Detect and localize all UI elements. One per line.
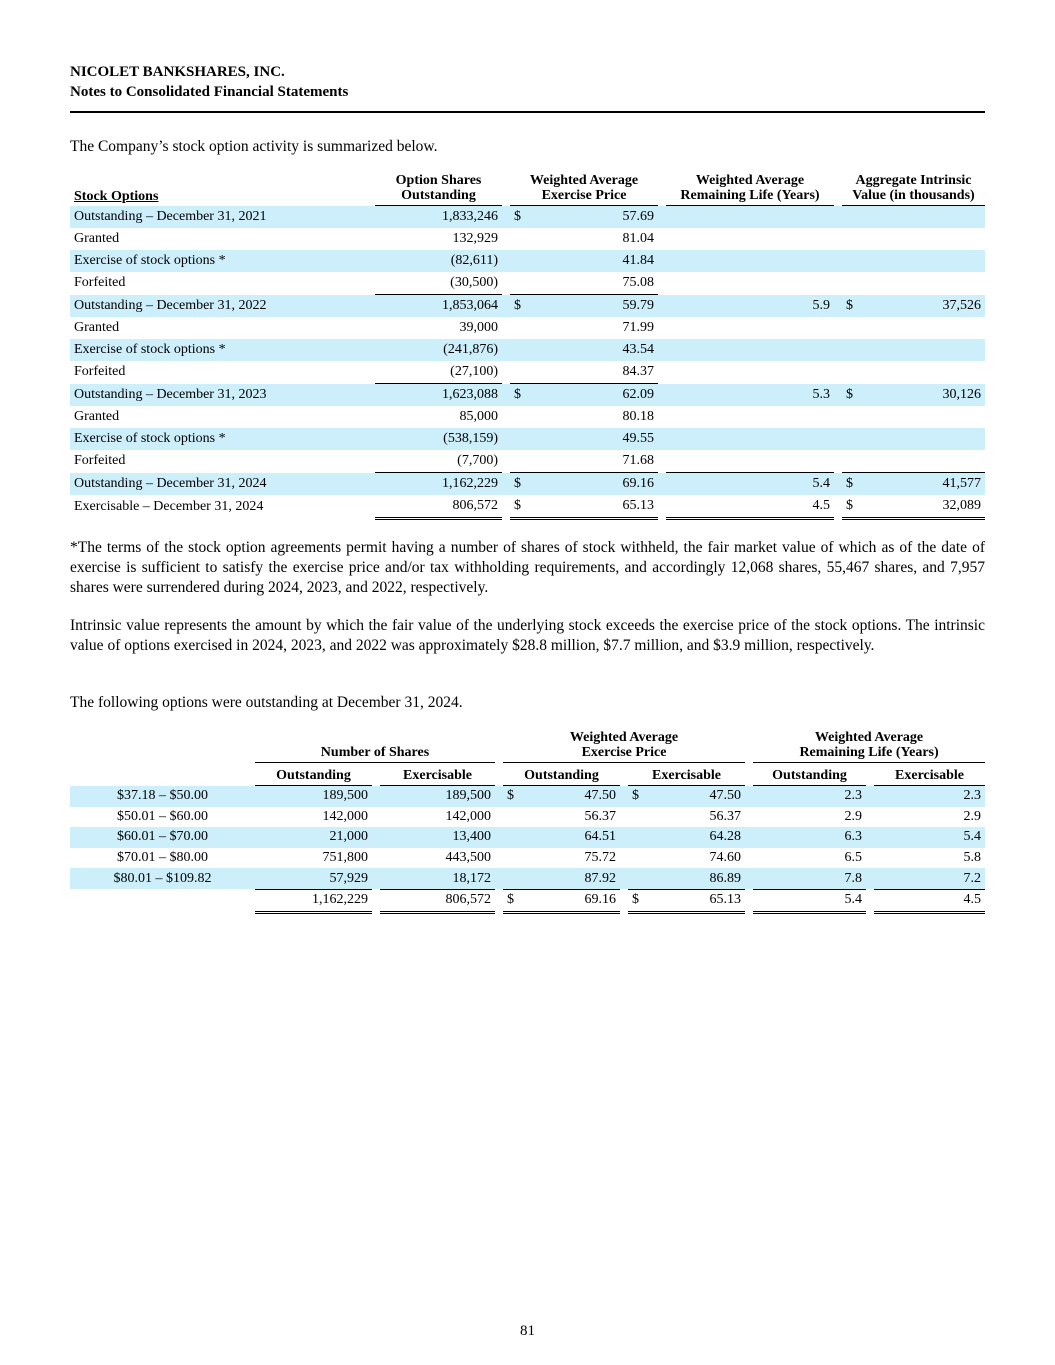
exercise-price [510, 228, 658, 250]
shares-outstanding: 751,800 [322, 850, 368, 866]
dollar-sign: $ [514, 298, 521, 313]
number-of-shares-header: Number of Shares [255, 730, 495, 763]
outstanding-intro: The following options were outstanding at December 31, 2024. [70, 694, 463, 711]
option-shares: 1,833,246 [375, 206, 502, 229]
row-label: Granted [74, 409, 120, 424]
life-outstanding: 6.3 [753, 827, 866, 848]
activity-row [70, 317, 985, 339]
row-label: Forfeited [74, 453, 126, 469]
price-outstanding [503, 848, 620, 869]
price-outstanding-header: Outstanding [503, 763, 620, 786]
exercise-price [510, 473, 658, 496]
intrinsic-value [842, 361, 985, 384]
shares-exercisable: 189,500 [380, 786, 495, 807]
shares-exercisable: 18,172 [380, 868, 495, 889]
row-label: Outstanding – December 31, 2023 [70, 384, 375, 407]
activity-row [70, 339, 985, 361]
cell-value: 81.04 [622, 231, 654, 246]
exercise-price [510, 450, 658, 473]
price-range: $37.18 – $50.00 [70, 786, 255, 807]
exercise-price-group-header: Weighted Average Exercise Price [503, 730, 745, 763]
cell-value: 74.60 [709, 850, 742, 866]
remaining-life [666, 428, 834, 450]
cell-value: 64.28 [709, 829, 742, 845]
range-row [70, 868, 985, 889]
exercise-price [510, 406, 658, 428]
intrinsic-value [842, 272, 985, 295]
price-outstanding [503, 786, 620, 807]
life-outstanding: 7.8 [753, 868, 866, 889]
price-outstanding [503, 868, 620, 889]
intrinsic-value [842, 339, 985, 361]
cell-value: 65.13 [709, 892, 742, 908]
life-exercisable: 4.5 [874, 889, 985, 912]
stock-option-activity-table [70, 173, 985, 520]
dollar-sign: $ [514, 209, 521, 224]
option-shares: 1,623,088 [375, 384, 502, 407]
remaining-life [666, 339, 834, 361]
cell-value: 69.16 [584, 892, 616, 908]
cell-value: 47.50 [584, 788, 616, 804]
remaining-life [666, 361, 834, 384]
exercise-price [510, 495, 658, 519]
life-header: Weighted Average Remaining Life (Years) [666, 173, 834, 206]
price-range: $60.01 – $70.00 [70, 827, 255, 848]
activity-row [70, 295, 985, 318]
dollar-sign: $ [507, 892, 514, 908]
life-exercisable: 5.8 [963, 850, 982, 866]
row-label: Exercise of stock options * [70, 339, 375, 361]
intrinsic-value [842, 450, 985, 473]
remaining-life-group-header: Weighted Average Remaining Life (Years) [753, 730, 985, 763]
range-sub-header-row [70, 763, 985, 786]
life-outstanding: 2.3 [753, 786, 866, 807]
row-label: Forfeited [74, 275, 126, 291]
cell-value: 49.55 [622, 431, 654, 446]
price-exercisable [628, 807, 745, 828]
shares-outstanding: 57,929 [255, 868, 372, 889]
cell-value: 80.18 [622, 409, 654, 424]
cell-value: 71.68 [622, 453, 654, 468]
price-range: $50.01 – $60.00 [117, 808, 208, 824]
option-shares: (30,500) [375, 272, 502, 295]
intrinsic-value [842, 406, 985, 428]
cell-value: 32,089 [942, 498, 981, 513]
activity-row [70, 495, 985, 519]
intrinsic-value-paragraph: Intrinsic value represents the amount by which the fair value of the underlying stock exceeds the exercise price of the stock options. The intrinsic value of options exercised in 2024, 2023, and 2022 was approximately $28.8 million, $7.7 million, and $3.9 million, respectively. [70, 617, 985, 654]
life-exercisable: 7.2 [874, 868, 985, 889]
row-label: Forfeited [74, 364, 126, 380]
row-label: Outstanding – December 31, 2024 [70, 473, 375, 496]
cell-value: 75.08 [622, 275, 654, 290]
life-exercisable-header: Exercisable [874, 763, 985, 786]
price-header: Weighted Average Exercise Price [510, 173, 658, 206]
price-outstanding [503, 807, 620, 828]
remaining-life [666, 272, 834, 295]
row-label: Granted [74, 231, 120, 246]
cell-value: 30,126 [942, 386, 981, 402]
activity-row [70, 428, 985, 450]
range-group-header-row [70, 730, 985, 763]
remaining-life [666, 250, 834, 272]
cell-value: 43.54 [622, 342, 654, 357]
dollar-sign: $ [846, 476, 853, 491]
options-outstanding-table [70, 730, 985, 914]
row-label: Exercise of stock options * [70, 250, 375, 272]
activity-row [70, 406, 985, 428]
activity-row [70, 473, 985, 496]
page-number: 81 [520, 1323, 535, 1339]
remaining-life: 5.3 [666, 384, 834, 407]
cell-value: 57.69 [622, 209, 654, 224]
exercise-price [510, 384, 658, 407]
life-outstanding: 6.5 [844, 850, 863, 866]
remaining-life: 4.5 [666, 495, 834, 519]
cell-value: 47.50 [709, 788, 742, 804]
exercise-price [510, 317, 658, 339]
cell-value: 71.99 [622, 320, 654, 335]
range-row [70, 848, 985, 869]
shares-exercisable: 806,572 [380, 889, 495, 912]
exercise-price [510, 272, 658, 295]
option-shares: 1,853,064 [375, 295, 502, 318]
company-name: NICOLET BANKSHARES, INC. [70, 64, 285, 80]
exercise-price [510, 250, 658, 272]
dollar-sign: $ [514, 387, 521, 402]
intrinsic-value [842, 295, 985, 318]
exercise-price [510, 339, 658, 361]
shares-outstanding: 1,162,229 [255, 889, 372, 912]
shares-exercisable: 142,000 [445, 808, 491, 824]
option-shares: 39,000 [459, 320, 498, 335]
price-range [70, 889, 255, 912]
cell-value: 56.37 [709, 808, 742, 824]
price-exercisable [628, 827, 745, 848]
shares-exercisable-header: Exercisable [380, 763, 495, 786]
cell-value: 87.92 [584, 870, 616, 886]
dollar-sign: $ [632, 892, 639, 908]
option-shares: (241,876) [375, 339, 502, 361]
remaining-life [666, 406, 834, 428]
activity-row [70, 250, 985, 272]
value-header: Aggregate Intrinsic Value (in thousands) [842, 173, 985, 206]
cell-value: 59.79 [622, 298, 654, 313]
price-outstanding [503, 889, 620, 912]
price-outstanding [503, 827, 620, 848]
option-shares: (82,611) [375, 250, 502, 272]
dollar-sign: $ [846, 498, 853, 513]
header-rule [70, 111, 985, 113]
life-exercisable: 2.9 [963, 808, 982, 824]
life-outstanding: 5.4 [753, 889, 866, 912]
range-row [70, 827, 985, 848]
shares-header: Option Shares Outstanding [375, 173, 502, 206]
row-label: Outstanding – December 31, 2022 [70, 295, 375, 318]
shares-exercisable: 13,400 [380, 827, 495, 848]
option-shares: 85,000 [459, 409, 498, 424]
remaining-life [666, 206, 834, 229]
intrinsic-value [842, 206, 985, 229]
intrinsic-value [842, 428, 985, 450]
dollar-sign: $ [846, 386, 853, 402]
dollar-sign: $ [514, 476, 521, 491]
shares-outstanding: 189,500 [255, 786, 372, 807]
dollar-sign: $ [514, 498, 521, 513]
price-exercisable [628, 786, 745, 807]
cell-value: 37,526 [942, 297, 981, 313]
activity-row [70, 384, 985, 407]
option-shares: 1,162,229 [375, 473, 502, 496]
remaining-life: 5.9 [666, 295, 834, 318]
shares-outstanding-header: Outstanding [255, 763, 372, 786]
intrinsic-value [842, 384, 985, 407]
price-exercisable-header: Exercisable [628, 763, 745, 786]
activity-row [70, 450, 985, 473]
remaining-life [666, 450, 834, 473]
intrinsic-value [842, 250, 985, 272]
option-shares: (27,100) [375, 361, 502, 384]
shares-outstanding: 142,000 [322, 808, 368, 824]
shares-outstanding: 21,000 [255, 827, 372, 848]
intrinsic-value [842, 317, 985, 339]
price-range: $70.01 – $80.00 [117, 850, 208, 866]
intrinsic-value [842, 495, 985, 519]
remaining-life: 5.4 [666, 473, 834, 496]
remaining-life [666, 228, 834, 250]
cell-value: 69.16 [622, 476, 654, 491]
cell-value: 65.13 [622, 498, 654, 513]
cell-value: 41.84 [622, 253, 654, 268]
dollar-sign: $ [846, 297, 853, 313]
exercise-price [510, 428, 658, 450]
exercise-price [510, 206, 658, 229]
activity-header-row [70, 173, 985, 206]
life-exercisable: 5.4 [874, 827, 985, 848]
activity-row [70, 361, 985, 384]
price-exercisable [628, 889, 745, 912]
activity-row [70, 228, 985, 250]
option-shares: (7,700) [375, 450, 502, 473]
cell-value: 56.37 [584, 808, 616, 824]
cell-value: 64.51 [584, 829, 616, 845]
activity-intro: The Company’s stock option activity is summarized below. [70, 138, 438, 155]
row-label: Exercisable – December 31, 2024 [74, 498, 264, 514]
activity-row [70, 206, 985, 229]
option-shares: 806,572 [375, 495, 502, 519]
exercise-price [510, 361, 658, 384]
range-total-row [70, 889, 985, 912]
document-subtitle: Notes to Consolidated Financial Statements [70, 84, 349, 100]
range-row [70, 807, 985, 828]
dollar-sign: $ [632, 788, 639, 804]
stock-options-header: Stock Options [74, 188, 159, 204]
intrinsic-value [842, 228, 985, 250]
shares-exercisable: 443,500 [445, 850, 491, 866]
cell-value: 75.72 [584, 850, 616, 866]
price-range: $80.01 – $109.82 [70, 868, 255, 889]
price-exercisable [628, 868, 745, 889]
life-exercisable: 2.3 [874, 786, 985, 807]
price-exercisable [628, 848, 745, 869]
cell-value: 86.89 [709, 870, 742, 886]
activity-row [70, 272, 985, 295]
range-row [70, 786, 985, 807]
cell-value: 41,577 [942, 476, 981, 491]
remaining-life [666, 317, 834, 339]
row-label: Exercise of stock options * [70, 428, 375, 450]
option-shares: (538,159) [375, 428, 502, 450]
row-label: Outstanding – December 31, 2021 [70, 206, 375, 229]
life-outstanding-header: Outstanding [753, 763, 866, 786]
intrinsic-value [842, 473, 985, 496]
row-label: Granted [74, 320, 120, 335]
cell-value: 62.09 [622, 387, 654, 402]
dollar-sign: $ [507, 788, 514, 804]
option-shares: 132,929 [452, 231, 498, 246]
page-header [70, 62, 348, 102]
cell-value: 84.37 [622, 364, 654, 379]
footnote: *The terms of the stock option agreements permit having a number of shares of stock withheld, the fair market value of which as of the date of exercise is sufficient to satisfy the exercise price and/or tax withholding requirements, and accordingly 12,068 shares, 55,467 shares, and 7,957 shares were surrendered during 2024, 2023, and 2022, respectively. [70, 539, 985, 596]
life-outstanding: 2.9 [844, 808, 863, 824]
exercise-price [510, 295, 658, 318]
